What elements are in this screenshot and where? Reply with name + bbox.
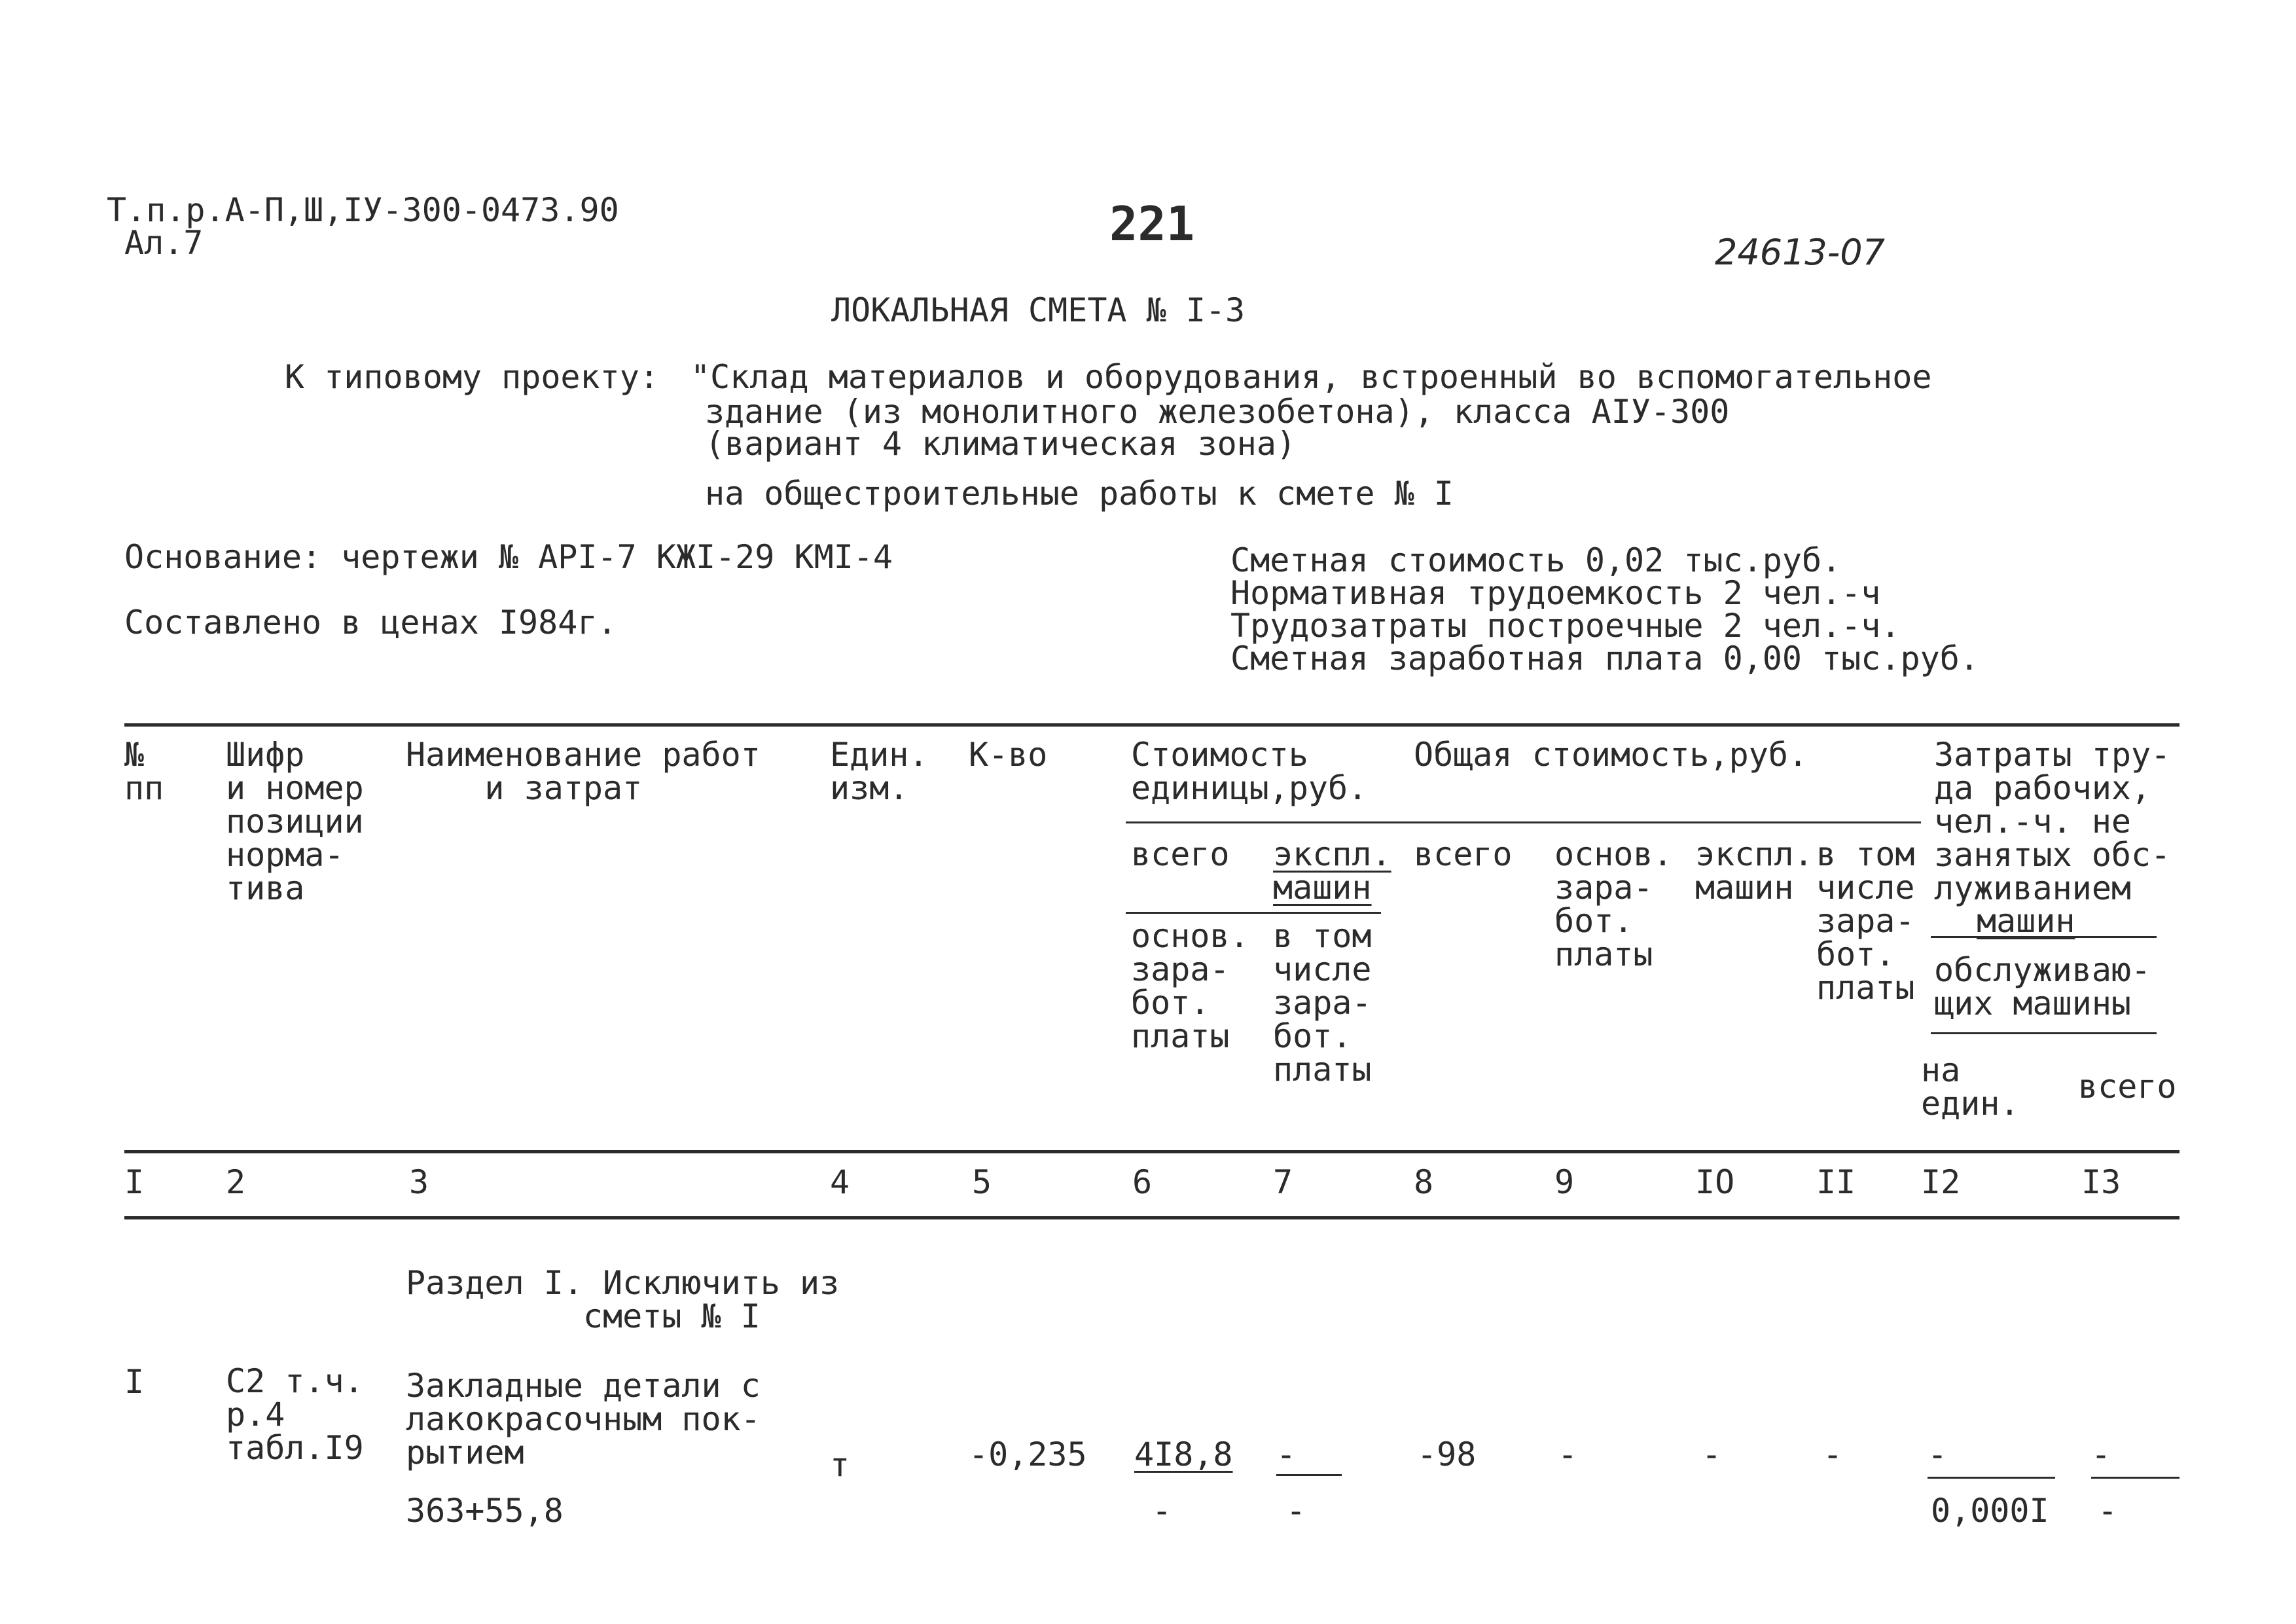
page-number: 221	[1109, 196, 1195, 251]
header-total-all: всего	[1414, 835, 1513, 873]
row-total-all: -98	[1417, 1435, 1477, 1473]
header-qty: К-во	[969, 736, 1048, 774]
row-name: Закладные детали с лакокрасочным пок- рытием	[406, 1367, 761, 1471]
header-labor-machines: машин	[1977, 902, 2075, 940]
row-labor-total-rule	[2091, 1477, 2179, 1479]
document-number: 24613-07	[1715, 232, 1885, 273]
row-total-machine-wage: -	[1823, 1435, 1843, 1473]
header-labor-total: всего	[2078, 1068, 2177, 1106]
basis-drawings: Основание: чертежи № АРI-7 КЖI-29 КМI-4	[124, 538, 893, 576]
column-number: II	[1816, 1163, 1856, 1201]
header-unit-machine-wage: в том числе зара- бот. платы	[1273, 917, 1372, 1089]
row-total-wage: -	[1558, 1435, 1578, 1473]
column-number: 8	[1414, 1163, 1434, 1201]
row-qty: -0,235	[969, 1435, 1087, 1473]
header-rule-labor-2	[1931, 1032, 2157, 1034]
column-number: I	[124, 1163, 145, 1201]
row-labor-total-top: -	[2091, 1435, 2111, 1473]
summary-labor-site: Трудозатраты построечные 2 чел.-ч.	[1230, 607, 1901, 645]
column-number: 5	[972, 1163, 992, 1201]
row-labor-per-unit: 0,000I	[1931, 1492, 2049, 1530]
estimate-title: ЛОКАЛЬНАЯ СМЕТА № I-3	[831, 291, 1246, 329]
section-title: Раздел I. Исключить из сметы № I	[406, 1264, 840, 1335]
row-labor-per-unit-rule	[1928, 1477, 2055, 1479]
row-labor-per-unit-top: -	[1928, 1435, 1948, 1473]
header-rule-unit	[1126, 912, 1381, 914]
basis-prices: Составлено в ценах I984г.	[124, 604, 617, 641]
project-line-1: "Склад материалов и оборудования, встроенный во вспомогательное	[691, 358, 1932, 396]
header-total-machine-wage: в том числе зара- бот. платы	[1816, 835, 1915, 1007]
table-top-rule	[124, 723, 2179, 727]
row-unit-wage: -	[1152, 1492, 1172, 1530]
header-unit-cost: Стоимость единицы,руб.	[1131, 736, 1368, 807]
column-number: 3	[409, 1163, 429, 1201]
row-total-machines: -	[1702, 1435, 1722, 1473]
row-labor-total: -	[2098, 1492, 2118, 1530]
header-unit-machines: экспл. машин	[1273, 835, 1391, 907]
column-number: 2	[226, 1163, 246, 1201]
row-code: С2 т.ч. р.4 табл.I9	[226, 1362, 364, 1467]
column-number: I2	[1921, 1163, 1961, 1201]
row-unit: т	[830, 1446, 850, 1484]
row-name-extra: 363+55,8	[406, 1492, 564, 1530]
project-code: Т.п.р.А-П,Ш,IУ-300-0473.90	[107, 191, 619, 229]
header-labor-per-unit: на един.	[1921, 1051, 2020, 1123]
header-unit-wage: основ. зара- бот. платы	[1131, 917, 1249, 1055]
header-total-machines: экспл. машин	[1695, 835, 1814, 907]
works-line: на общестроительные работы к смете № I	[705, 475, 1454, 513]
column-number: I3	[2081, 1163, 2121, 1201]
album-number: Ал.7	[124, 224, 204, 262]
header-labor-service: обслуживаю- щих машины	[1934, 951, 2151, 1022]
project-line-3: (вариант 4 климатическая зона)	[705, 425, 1297, 463]
column-number: 6	[1132, 1163, 1153, 1201]
column-numbers-rule	[124, 1216, 2179, 1219]
summary-labor-norm: Нормативная трудоемкость 2 чел.-ч	[1230, 574, 1881, 612]
header-unit: Един. изм.	[830, 736, 929, 807]
header-code: Шифр и номер позиции норма- тива	[226, 736, 364, 907]
header-unit-total: всего	[1131, 835, 1230, 873]
column-number: 7	[1273, 1163, 1293, 1201]
header-total-wage: основ. зара- бот. платы	[1554, 835, 1673, 973]
project-label: К типовому проекту:	[285, 358, 659, 396]
header-bottom-rule	[124, 1150, 2179, 1153]
row-unit-machines: -	[1276, 1435, 1297, 1473]
row-unit-machines-rule	[1276, 1474, 1342, 1476]
summary-wages: Сметная заработная плата 0,00 тыс.руб.	[1230, 640, 1979, 677]
header-total-cost: Общая стоимость,руб.	[1414, 736, 1808, 774]
header-name: Наименование работ и затрат	[406, 736, 761, 807]
header-rule-cost	[1126, 821, 1921, 823]
column-number: IO	[1695, 1163, 1735, 1201]
row-num: I	[124, 1363, 145, 1401]
project-line-2: здание (из монолитного железобетона), класса АIУ-300	[705, 393, 1730, 431]
row-unit-machine-wage: -	[1286, 1492, 1306, 1530]
column-number: 4	[830, 1163, 850, 1201]
column-number: 9	[1554, 1163, 1575, 1201]
header-labor: Затраты тру- да рабочих, чел.-ч. не занятых обс- луживанием	[1934, 736, 2171, 907]
summary-cost: Сметная стоимость 0,02 тыс.руб.	[1230, 541, 1842, 579]
header-num: № пп	[124, 736, 164, 807]
row-unit-total: 4I8,8	[1134, 1435, 1233, 1473]
